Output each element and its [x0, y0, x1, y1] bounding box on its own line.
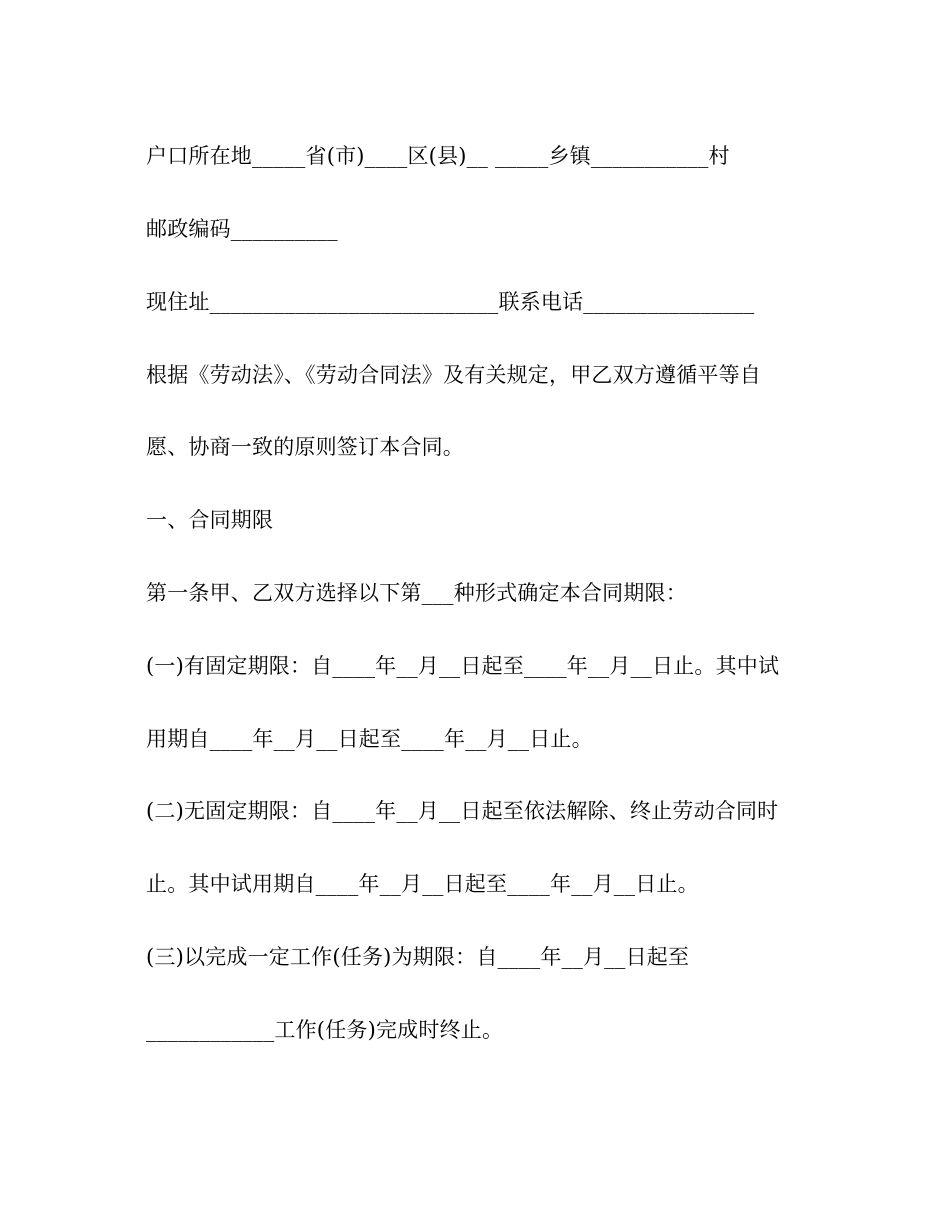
- postal-code-line: 邮政编码__________: [146, 217, 338, 241]
- task-term-line-2: ____________工作(任务)完成时终止。: [146, 1018, 504, 1042]
- task-term-line-1: (三)以完成一定工作(任务)为期限：自____年__月__日起至: [146, 945, 690, 969]
- preamble-text-line-2: 愿、协商一致的原则签订本合同。: [146, 435, 464, 459]
- article-one-text: 第一条甲、乙双方选择以下第___种形式确定本合同期限：: [146, 581, 687, 605]
- current-address-phone-line: 现住址___________________________联系电话________________: [146, 290, 755, 314]
- open-term-line-1: (二)无固定期限：自____年__月__日起至依法解除、终止劳动合同时: [146, 799, 779, 823]
- fixed-term-line-2: 用期自____年__月__日起至____年__月__日止。: [146, 727, 593, 751]
- section-heading-contract-term: 一、合同期限: [146, 508, 274, 532]
- fixed-term-line-1: (一)有固定期限：自____年__月__日起至____年__月__日止。其中试: [146, 654, 780, 678]
- open-term-line-2: 止。其中试用期自____年__月__日起至____年__月__日止。: [146, 872, 699, 896]
- household-registration-line: 户口所在地_____省(市)____区(县)__ _____乡镇___________村: [146, 144, 730, 168]
- preamble-text-line-1: 根据《劳动法》、《劳动合同法》及有关规定，甲乙双方遵循平等自: [146, 363, 761, 387]
